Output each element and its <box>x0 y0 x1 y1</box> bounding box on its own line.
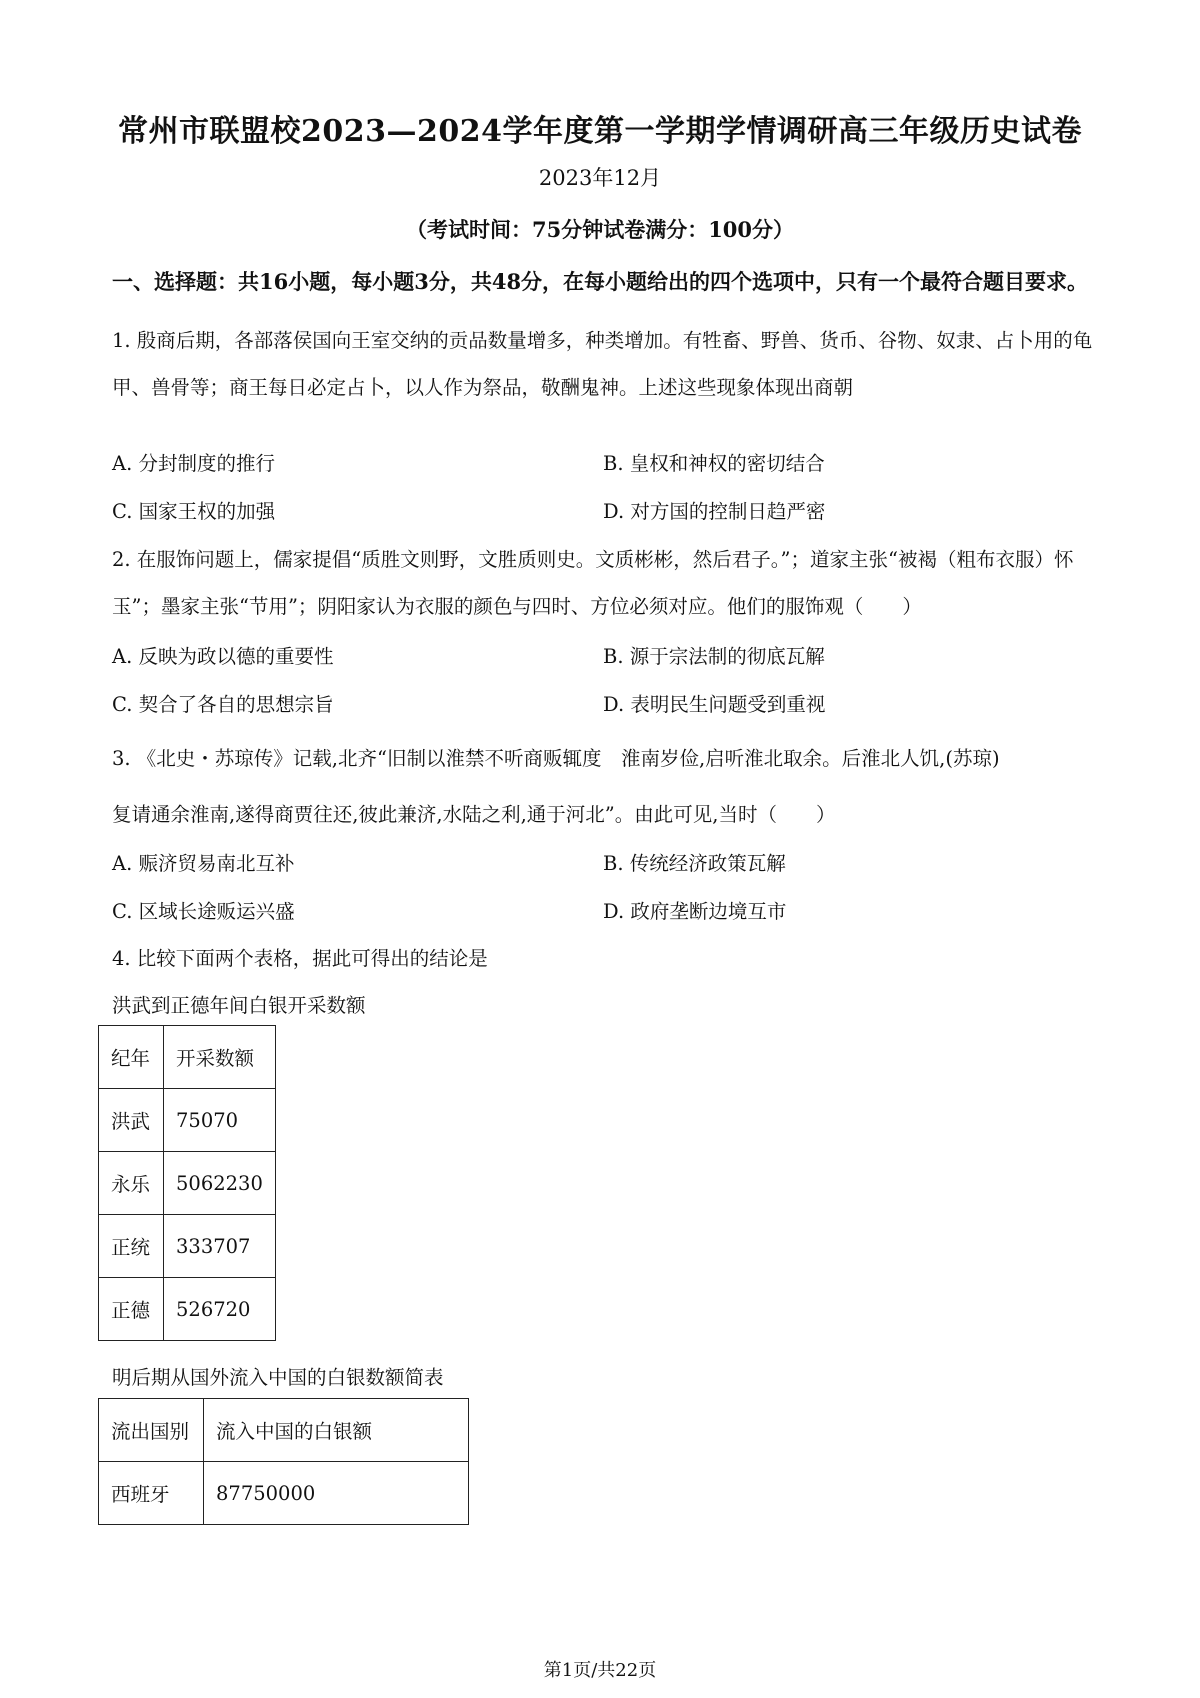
table-cell: 5062230 <box>164 1152 276 1215</box>
question-1-option-c: C. 国家王权的加强 <box>112 500 276 523</box>
question-1-option-a: A. 分封制度的推行 <box>112 452 275 475</box>
table-header-row <box>99 1026 276 1089</box>
question-3-option-a: A. 赈济贸易南北互补 <box>112 852 295 875</box>
question-2-option-c: C. 契合了各自的思想宗旨 <box>112 693 334 716</box>
table-row <box>99 1278 276 1341</box>
table-row <box>99 1089 276 1152</box>
table-header-cell: 开采数额 <box>164 1026 276 1089</box>
silver-inflow-table <box>98 1398 469 1525</box>
table-cell: 正统 <box>99 1215 164 1278</box>
page-footer: 第1页/共22页 <box>543 1660 657 1681</box>
table-cell: 87750000 <box>204 1462 469 1525</box>
table-1-caption: 洪武到正德年间白银开采数额 <box>112 994 366 1017</box>
table-cell: 正德 <box>99 1278 164 1341</box>
question-4-stem: 4. 比较下面两个表格，据此可得出的结论是 <box>112 947 488 970</box>
exam-info: （考试时间：75分钟试卷满分：100分） <box>405 217 795 242</box>
question-2-option-a: A. 反映为政以德的重要性 <box>112 645 334 668</box>
exam-title: 常州市联盟校2023—2024学年度第一学期学情调研高三年级历史试卷 <box>118 114 1082 149</box>
question-3-stem-line-1: 3. 《北史・苏琼传》记载,北齐“旧制以淮禁不听商贩辄度 淮南岁俭,启听淮北取余。后淮北人饥,(苏琼) <box>112 747 1000 770</box>
question-1-option-d: D. 对方国的控制日趋严密 <box>603 500 826 523</box>
section-heading: 一、选择题：共16小题，每小题3分，共48分，在每小题给出的四个选项中，只有一个最符合题目要求。 <box>112 269 1089 294</box>
question-3-option-b: B. 传统经济政策瓦解 <box>603 852 786 875</box>
table-cell: 526720 <box>164 1278 276 1341</box>
question-2-option-d: D. 表明民生问题受到重视 <box>603 693 826 716</box>
table-2-caption: 明后期从国外流入中国的白银数额简表 <box>112 1366 444 1389</box>
question-2-stem: 2. 在服饰问题上，儒家提倡“质胜文则野，文胜质则史。文质彬彬，然后君子。”；道家主张“被褐（粗布衣服）怀玉”；墨家主张“节用”；阴阳家认为衣服的颜色与四时、方位必须对应。他们的服饰观（ ） <box>112 548 1074 618</box>
table-cell: 75070 <box>164 1089 276 1152</box>
table-cell: 西班牙 <box>99 1462 204 1525</box>
question-3-stem-line-2: 复请通余淮南,遂得商贾往还,彼此兼济,水陆之利,通于河北”。由此可见,当时（ ） <box>112 803 836 826</box>
exam-date: 2023年12月 <box>538 166 662 190</box>
table-header-row <box>99 1399 469 1462</box>
table-header-cell: 流入中国的白银额 <box>204 1399 469 1462</box>
question-1-option-b: B. 皇权和神权的密切结合 <box>603 452 825 475</box>
question-1-stem: 1. 殷商后期，各部落侯国向王室交纳的贡品数量增多，种类增加。有牲畜、野兽、货币、谷物、奴隶、占卜用的龟甲、兽骨等；商王每日必定占卜，以人作为祭品，敬酬鬼神。上述这些现象体现出商朝 <box>112 329 1093 399</box>
table-row <box>99 1152 276 1215</box>
question-3-option-d: D. 政府垄断边境互市 <box>603 900 787 923</box>
table-cell: 333707 <box>164 1215 276 1278</box>
table-header-cell: 纪年 <box>99 1026 164 1089</box>
table-cell: 永乐 <box>99 1152 164 1215</box>
table-row <box>99 1215 276 1278</box>
question-3-option-c: C. 区域长途贩运兴盛 <box>112 900 295 923</box>
question-2-option-b: B. 源于宗法制的彻底瓦解 <box>603 645 825 668</box>
table-header-cell: 流出国别 <box>99 1399 204 1462</box>
silver-mining-table <box>98 1025 276 1341</box>
table-row <box>99 1462 469 1525</box>
table-cell: 洪武 <box>99 1089 164 1152</box>
